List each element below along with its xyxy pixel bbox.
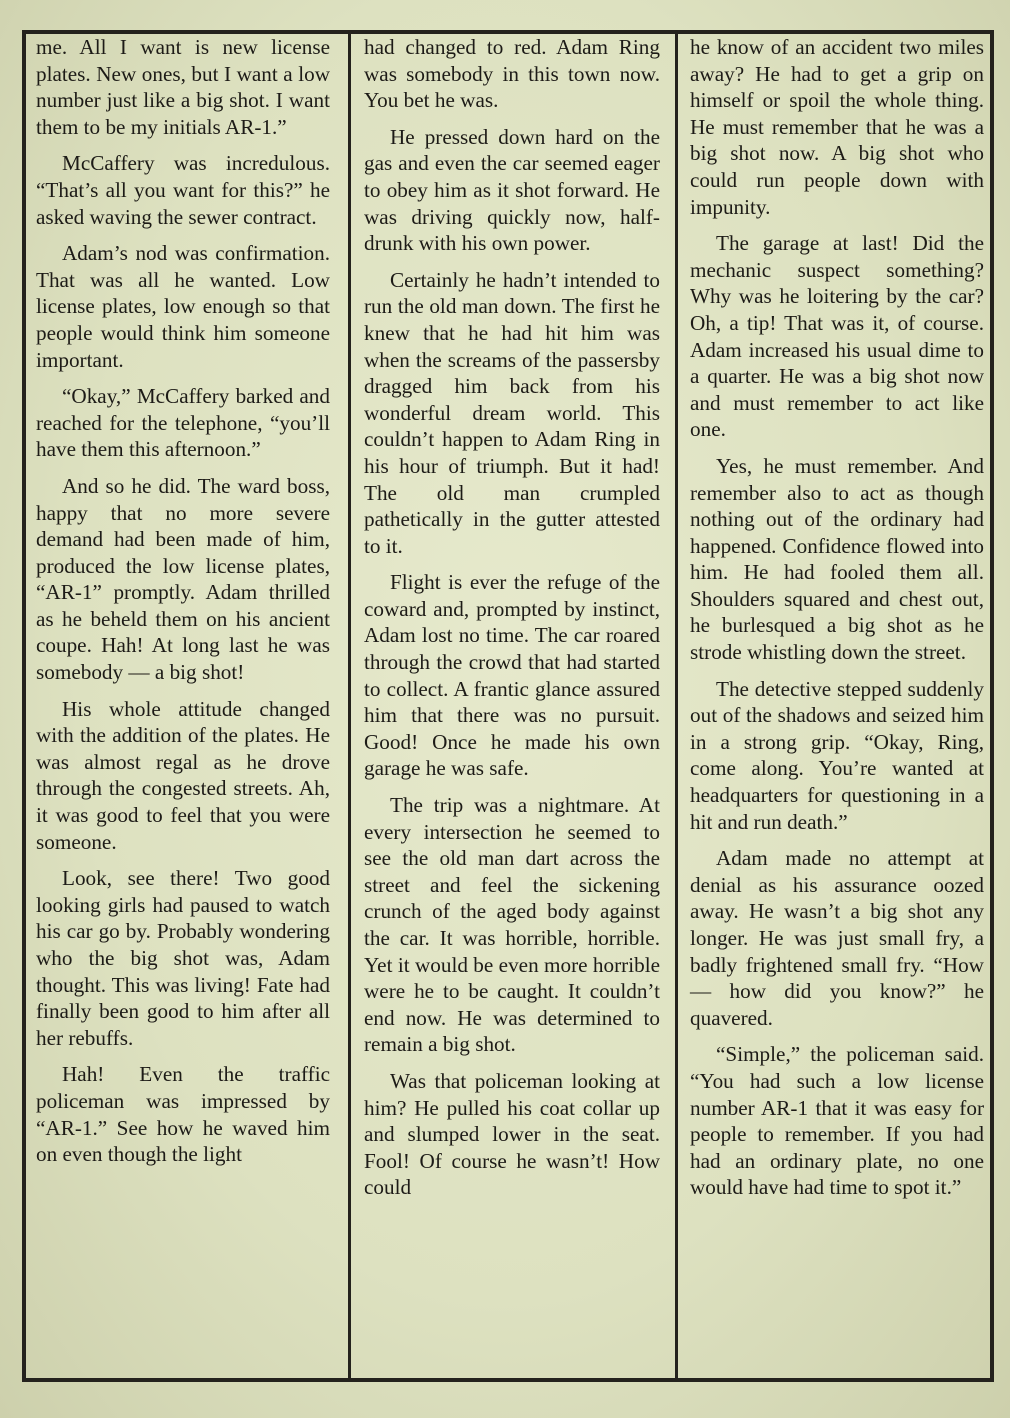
column-divider [348, 30, 351, 1382]
text-column-2 [358, 34, 666, 1376]
column-divider [675, 30, 678, 1382]
paragraph: Yes, he must remember. And remember also to act as though nothing out of the ordinary had happened. Confidence flowed into him. He had fooled them all. Shoulders squared and chest out, he burlesqued a big shot as he strode whistling down the street. [690, 453, 984, 665]
paragraph: “Okay,” McCaffery barked and reached for the telephone, “you’ll have them this afternoon.” [36, 384, 330, 462]
paragraph: Adam’s nod was confirmation. That was all he wanted. Low license plates, low enough so that people would think him someone important. [36, 241, 330, 372]
paragraph: Flight is ever the refuge of the coward and, prompted by instinct, Adam lost no time. The car roared through the crowd that had started to collect. A frantic glance assured him that there was no pursuit. Good! Once he made his own garage he was safe. [364, 570, 660, 781]
paragraph: Hah! Even the traffic policeman was impressed by “AR-1.” See how he waved him on even though the light [36, 1062, 330, 1167]
paragraph: McCaffery was incredulous. “That’s all you want for this?” he asked waving the sewer contract. [36, 151, 330, 229]
paragraph: The detective stepped suddenly out of the shadows and seized him in a strong grip. “Okay, Ring, come along. You’re wanted at headquarters for questioning in a hit and run death.” [690, 676, 984, 834]
paragraph: And so he did. The ward boss, happy that no more severe demand had been made of him, produced the low license plates, “AR-1” promptly. Adam thrilled as he beheld them on his ancient coupe. Hah! At long last he was somebody — a big shot! [36, 473, 330, 685]
paragraph: He pressed down hard on the gas and even the car seemed eager to obey him as it shot forward. He was driving quickly now, half-drunk with his own power. [364, 124, 660, 256]
text-column-3 [684, 34, 990, 1376]
paragraph: Adam made no attempt at denial as his assurance oozed away. He wasn’t a big shot any longer. He was just small fry, a badly frightened small fry. “How — how did you know?” he quavered. [690, 846, 984, 1030]
paragraph: The trip was a nightmare. At every intersection he seemed to see the old man dart across the street and feel the sickening crunch of the aged body against the car. It was horrible, horrible. Yet it would be even more horrible were he to be caught. It couldn’t end now. He was determined to remain a big shot. [364, 793, 660, 1057]
paragraph: The garage at last! Did the mechanic suspect something? Why was he loitering by the car? Oh, a tip! That was it, of course. Adam increased his usual dime to a quarter. He was a big shot now and must remember to act like one. [690, 231, 984, 442]
paragraph: Look, see there! Two good looking girls had paused to watch his car go by. Probably wondering who the big shot was, Adam thought. This was living! Fate had finally been good to him after all her rebuffs. [36, 866, 330, 1050]
paragraph: had changed to red. Adam Ring was somebody in this town now. You bet he was. [364, 35, 660, 113]
paragraph: me. All I want is new license plates. New ones, but I want a low number just like a big shot. I want them to be my initials AR-1.” [36, 35, 330, 139]
paragraph: Certainly he hadn’t intended to run the old man down. The first he knew that he had hit him was when the screams of the passersby dragged him back from his wonderful dream world. This couldn’t happen to Adam Ring in his hour of triumph. But it had! The old man crumpled pathetically in the gutter attested to it. [364, 267, 660, 558]
paragraph: “Simple,” the policeman said. “You had such a low license number AR-1 that it was easy for people to remember. If you had had an ordinary plate, no one would have had time to spot it.” [690, 1042, 984, 1200]
text-column-1 [30, 34, 336, 1376]
paragraph: Was that policeman looking at him? He pulled his coat collar up and slumped lower in the seat. Fool! Of course he wasn’t! How could [364, 1068, 660, 1200]
paragraph: he know of an accident two miles away? He had to get a grip on himself or spoil the whole thing. He must remember that he was a big shot now. A big shot who could run people down with impunity. [690, 35, 984, 219]
paragraph: His whole attitude changed with the addition of the plates. He was almost regal as he drove through the congested streets. Ah, it was good to feel that you were someone. [36, 696, 330, 854]
